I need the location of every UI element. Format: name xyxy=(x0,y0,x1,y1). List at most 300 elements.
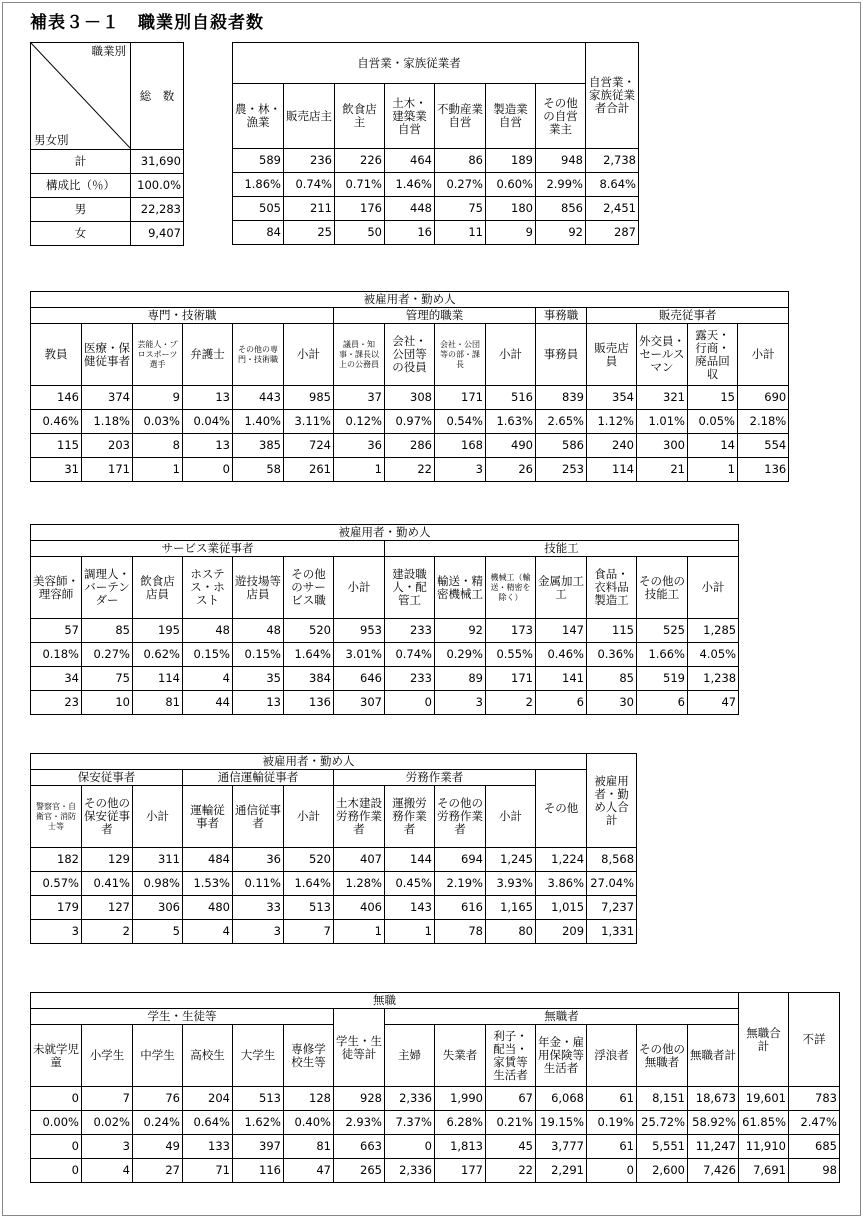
data-cell: 0.00% xyxy=(31,1111,82,1135)
data-cell: 0.57% xyxy=(31,872,82,896)
data-cell: 5 xyxy=(133,920,183,944)
self-employed-table xyxy=(232,42,639,245)
data-cell: 80 xyxy=(486,920,536,944)
data-cell: 724 xyxy=(284,434,334,458)
data-cell: 321 xyxy=(637,386,688,410)
data-cell: 67 xyxy=(486,1087,536,1111)
col-header: 運搬労務作業者 xyxy=(385,786,435,848)
col-header: 小計 xyxy=(688,557,739,619)
data-cell: 694 xyxy=(435,848,486,872)
data-cell: 0.27% xyxy=(435,173,486,197)
data-cell: 0.24% xyxy=(133,1111,183,1135)
data-cell: 0.11% xyxy=(233,872,284,896)
data-cell: 0.64% xyxy=(183,1111,233,1135)
data-cell: 0.71% xyxy=(335,173,385,197)
table-row xyxy=(31,1111,840,1135)
data-cell: 953 xyxy=(334,619,385,643)
data-cell: 0 xyxy=(587,1159,637,1183)
data-cell: 3.01% xyxy=(334,643,385,667)
data-cell: 115 xyxy=(31,434,82,458)
group-header: 学生・生徒等 xyxy=(31,1009,334,1025)
subtotal-header: 被雇用者・勤め人合計 xyxy=(587,754,637,848)
data-cell: 85 xyxy=(587,667,637,691)
col-header: 会社・公団等の役員 xyxy=(385,324,435,386)
data-cell: 21 xyxy=(637,458,688,482)
data-cell: 75 xyxy=(435,197,486,221)
group-header: 販売従事者 xyxy=(587,308,789,324)
unknown-header: 不詳 xyxy=(789,993,840,1087)
table-row xyxy=(233,221,639,245)
data-cell: 144 xyxy=(385,848,435,872)
data-cell: 589 xyxy=(233,149,284,173)
data-cell: 136 xyxy=(284,691,334,715)
data-cell: 928 xyxy=(334,1087,385,1111)
data-cell: 1.01% xyxy=(637,410,688,434)
data-cell: 129 xyxy=(82,848,133,872)
data-cell: 35 xyxy=(233,667,284,691)
data-cell: 2,738 xyxy=(586,149,639,173)
data-cell: 195 xyxy=(133,619,183,643)
col-header: その他のサービス職 xyxy=(284,557,334,619)
col-header: 製造業自営 xyxy=(486,84,536,149)
col-header: 調理人・バーテンダー xyxy=(82,557,133,619)
data-cell: 484 xyxy=(183,848,233,872)
data-cell: 1.63% xyxy=(486,410,536,434)
data-cell: 13 xyxy=(233,691,284,715)
data-cell: 23 xyxy=(31,691,82,715)
page-title: 補表３－１ 職業別自殺者数 xyxy=(30,13,264,33)
col-header: 飲食店店員 xyxy=(133,557,183,619)
data-cell: 0.97% xyxy=(385,410,435,434)
data-cell: 397 xyxy=(233,1135,284,1159)
data-cell: 25.72% xyxy=(637,1111,688,1135)
data-cell: 1.28% xyxy=(334,872,385,896)
data-cell: 646 xyxy=(334,667,385,691)
table-row xyxy=(233,173,639,197)
data-cell: 37 xyxy=(334,386,385,410)
data-cell: 4 xyxy=(183,920,233,944)
unemployed-table xyxy=(30,992,840,1183)
data-cell: 3,777 xyxy=(536,1135,587,1159)
data-cell: 18,673 xyxy=(688,1087,739,1111)
data-cell: 4 xyxy=(82,1159,133,1183)
data-cell: 9 xyxy=(486,221,536,245)
data-cell: 47 xyxy=(284,1159,334,1183)
table-row xyxy=(31,848,637,872)
data-cell: 9 xyxy=(133,386,183,410)
data-cell: 2.19% xyxy=(435,872,486,896)
col-header: 土木・建築業自営 xyxy=(385,84,435,149)
data-cell: 311 xyxy=(133,848,183,872)
data-cell: 15 xyxy=(688,386,738,410)
data-cell: 226 xyxy=(335,149,385,173)
data-cell: 0.55% xyxy=(486,643,536,667)
data-cell: 22 xyxy=(385,458,435,482)
group-header: 専門・技術職 xyxy=(31,308,334,324)
col-header: 浮浪者 xyxy=(587,1025,637,1087)
col-header: その他の労務作業者 xyxy=(435,786,486,848)
data-cell: 0.02% xyxy=(82,1111,133,1135)
data-cell: 2,600 xyxy=(637,1159,688,1183)
col-header: 小学生 xyxy=(82,1025,133,1087)
data-cell: 839 xyxy=(536,386,587,410)
data-cell: 1 xyxy=(133,458,183,482)
col-header: その他の保安従事者 xyxy=(82,786,133,848)
table-row xyxy=(31,458,789,482)
row-label: 男 xyxy=(31,198,131,222)
table-row xyxy=(31,643,739,667)
data-cell: 306 xyxy=(133,896,183,920)
col-header: 警察官・自衛官・消防士等 xyxy=(31,786,82,848)
col-header: 露天・行商・廃品回収 xyxy=(688,324,738,386)
data-cell: 2,451 xyxy=(586,197,639,221)
data-cell: 1,015 xyxy=(536,896,587,920)
group-header: 通信運輸従事者 xyxy=(183,770,334,786)
data-cell: 616 xyxy=(435,896,486,920)
data-cell: 240 xyxy=(587,434,637,458)
col-header: 通信従事者 xyxy=(233,786,284,848)
data-cell: 58 xyxy=(233,458,284,482)
data-cell: 0.27% xyxy=(82,643,133,667)
col-header: 小計 xyxy=(334,557,385,619)
data-cell: 177 xyxy=(435,1159,486,1183)
data-cell: 1 xyxy=(688,458,738,482)
data-cell: 0.46% xyxy=(31,410,82,434)
data-cell: 33 xyxy=(233,896,284,920)
data-cell: 5,551 xyxy=(637,1135,688,1159)
group-header: 事務職 xyxy=(536,308,587,324)
data-cell: 0 xyxy=(385,691,435,715)
table-row xyxy=(31,896,637,920)
group-header: 技能工 xyxy=(385,541,739,557)
data-cell: 147 xyxy=(536,619,587,643)
data-cell: 1 xyxy=(385,920,435,944)
data-cell: 11,247 xyxy=(688,1135,739,1159)
data-cell: 98 xyxy=(789,1159,840,1183)
corner-header xyxy=(31,43,131,150)
data-cell: 49 xyxy=(133,1135,183,1159)
employee-table-2 xyxy=(30,524,739,715)
data-cell: 0.18% xyxy=(31,643,82,667)
table-row xyxy=(233,197,639,221)
data-cell: 8 xyxy=(133,434,183,458)
data-cell: 14 xyxy=(688,434,738,458)
data-cell: 180 xyxy=(486,197,536,221)
data-cell: 4.05% xyxy=(688,643,739,667)
data-cell: 233 xyxy=(385,667,435,691)
data-cell: 1,331 xyxy=(587,920,637,944)
data-cell: 4 xyxy=(183,667,233,691)
data-cell: 1.62% xyxy=(233,1111,284,1135)
data-cell: 179 xyxy=(31,896,82,920)
data-cell: 407 xyxy=(334,848,385,872)
data-cell: 3 xyxy=(435,691,486,715)
corner-top-label: 職業別 xyxy=(91,44,126,58)
data-cell: 13 xyxy=(183,434,233,458)
col-header: 建設職人・配管工 xyxy=(385,557,435,619)
data-cell: 307 xyxy=(334,691,385,715)
data-cell: 89 xyxy=(435,667,486,691)
data-cell: 1,224 xyxy=(536,848,587,872)
data-cell: 354 xyxy=(587,386,637,410)
col-header: 未就学児童 xyxy=(31,1025,82,1087)
data-cell: 6,068 xyxy=(536,1087,587,1111)
data-cell: 6 xyxy=(637,691,688,715)
col-header: 医療・保健従事者 xyxy=(82,324,133,386)
data-cell: 71 xyxy=(183,1159,233,1183)
col-header: 外交員・セールスマン xyxy=(637,324,688,386)
col-header: 美容師・理容師 xyxy=(31,557,82,619)
data-cell: 1 xyxy=(334,920,385,944)
data-cell: 236 xyxy=(284,149,335,173)
data-cell: 1.86% xyxy=(233,173,284,197)
table-row xyxy=(31,1135,840,1159)
col-header: 芸能人・プロスポーツ選手 xyxy=(133,324,183,386)
data-cell: 1,990 xyxy=(435,1087,486,1111)
data-cell: 115 xyxy=(587,619,637,643)
col-header: 農・林・漁業 xyxy=(233,84,284,149)
col-header: 年金・雇用保険等生活者 xyxy=(536,1025,587,1087)
corner-bottom-label: 男女別 xyxy=(34,133,69,147)
col-header: 大学生 xyxy=(233,1025,284,1087)
data-cell: 61.85% xyxy=(739,1111,789,1135)
data-cell: 1,285 xyxy=(688,619,739,643)
data-cell: 86 xyxy=(435,149,486,173)
data-cell: 374 xyxy=(82,386,133,410)
data-cell: 233 xyxy=(385,619,435,643)
data-cell: 44 xyxy=(183,691,233,715)
data-cell: 3 xyxy=(82,1135,133,1159)
total-cell: 9,407 xyxy=(131,222,184,246)
col-header: 飲食店主 xyxy=(335,84,385,149)
data-cell: 0.03% xyxy=(133,410,183,434)
data-cell: 3.86% xyxy=(536,872,587,896)
row-label: 計 xyxy=(31,150,131,174)
data-cell: 0 xyxy=(183,458,233,482)
summary-total-table xyxy=(30,42,184,246)
data-cell: 8.64% xyxy=(586,173,639,197)
data-cell: 856 xyxy=(536,197,586,221)
data-cell: 204 xyxy=(183,1087,233,1111)
data-cell: 36 xyxy=(233,848,284,872)
col-header: 専修学校生等 xyxy=(284,1025,334,1087)
data-cell: 685 xyxy=(789,1135,840,1159)
data-cell: 3.11% xyxy=(284,410,334,434)
col-header: 土木建設労務作業者 xyxy=(334,786,385,848)
data-cell: 27 xyxy=(133,1159,183,1183)
data-cell: 0.21% xyxy=(486,1111,536,1135)
data-cell: 0.36% xyxy=(587,643,637,667)
table-row xyxy=(31,386,789,410)
col-header: 遊技場等店員 xyxy=(233,557,284,619)
total-cell: 22,283 xyxy=(131,198,184,222)
data-cell: 0.45% xyxy=(385,872,435,896)
data-cell: 48 xyxy=(183,619,233,643)
data-cell: 1,165 xyxy=(486,896,536,920)
data-cell: 586 xyxy=(536,434,587,458)
table-row xyxy=(31,410,789,434)
data-cell: 385 xyxy=(233,434,284,458)
employee-table-1 xyxy=(30,291,789,482)
data-cell: 2 xyxy=(82,920,133,944)
table-row xyxy=(31,920,637,944)
data-cell: 690 xyxy=(738,386,789,410)
data-cell: 45 xyxy=(486,1135,536,1159)
data-cell: 516 xyxy=(486,386,536,410)
data-cell: 0.12% xyxy=(334,410,385,434)
col-header: 小計 xyxy=(133,786,183,848)
data-cell: 8,568 xyxy=(587,848,637,872)
data-cell: 2,291 xyxy=(536,1159,587,1183)
col-header: その他の専門・技術職 xyxy=(233,324,284,386)
data-cell: 0 xyxy=(31,1135,82,1159)
data-cell: 265 xyxy=(334,1159,385,1183)
data-cell: 81 xyxy=(133,691,183,715)
data-cell: 443 xyxy=(233,386,284,410)
total-cell: 100.0% xyxy=(131,174,184,198)
col-header: 食品・衣料品製造工 xyxy=(587,557,637,619)
employee-table-3 xyxy=(30,753,637,944)
group-header: 無職者 xyxy=(385,1009,739,1025)
data-cell: 168 xyxy=(435,434,486,458)
data-cell: 525 xyxy=(637,619,688,643)
data-cell: 261 xyxy=(284,458,334,482)
table-row xyxy=(31,619,739,643)
data-cell: 81 xyxy=(284,1135,334,1159)
data-cell: 1.66% xyxy=(637,643,688,667)
table-row xyxy=(31,872,637,896)
col-header: 輸送・精密機械工 xyxy=(435,557,486,619)
col-header: 小計 xyxy=(284,324,334,386)
data-cell: 61 xyxy=(587,1087,637,1111)
data-cell: 1.53% xyxy=(183,872,233,896)
group-header: 管理的職業 xyxy=(334,308,536,324)
data-cell: 0.60% xyxy=(486,173,536,197)
data-cell: 519 xyxy=(637,667,688,691)
col-header: 学生・生徒等計 xyxy=(334,1009,385,1087)
data-cell: 57 xyxy=(31,619,82,643)
col-header: その他の無職者 xyxy=(637,1025,688,1087)
col-header: 事務員 xyxy=(536,324,587,386)
data-cell: 171 xyxy=(82,458,133,482)
group-header: 労務作業者 xyxy=(334,770,536,786)
col-header: その他 xyxy=(536,770,587,848)
data-cell: 448 xyxy=(385,197,435,221)
data-cell: 0.40% xyxy=(284,1111,334,1135)
data-cell: 480 xyxy=(183,896,233,920)
col-header: 小計 xyxy=(486,324,536,386)
top-header: 無職 xyxy=(31,993,739,1009)
total-cell: 31,690 xyxy=(131,150,184,174)
data-cell: 26 xyxy=(486,458,536,482)
data-cell: 116 xyxy=(233,1159,284,1183)
data-cell: 61 xyxy=(587,1135,637,1159)
data-cell: 985 xyxy=(284,386,334,410)
data-cell: 1 xyxy=(334,458,385,482)
data-cell: 384 xyxy=(284,667,334,691)
data-cell: 520 xyxy=(284,848,334,872)
data-cell: 27.04% xyxy=(587,872,637,896)
data-cell: 1,238 xyxy=(688,667,739,691)
data-cell: 19,601 xyxy=(739,1087,789,1111)
group-header: 保安従事者 xyxy=(31,770,183,786)
table-row xyxy=(31,434,789,458)
data-cell: 30 xyxy=(587,691,637,715)
total-header: 総 数 xyxy=(131,43,184,150)
data-cell: 7 xyxy=(82,1087,133,1111)
data-cell: 0.05% xyxy=(688,410,738,434)
data-cell: 7,426 xyxy=(688,1159,739,1183)
data-cell: 13 xyxy=(183,386,233,410)
data-cell: 0.15% xyxy=(233,643,284,667)
data-cell: 50 xyxy=(335,221,385,245)
table-row xyxy=(233,149,639,173)
data-cell: 146 xyxy=(31,386,82,410)
data-cell: 3.93% xyxy=(486,872,536,896)
data-cell: 554 xyxy=(738,434,789,458)
col-header: その他の技能工 xyxy=(637,557,688,619)
data-cell: 0.19% xyxy=(587,1111,637,1135)
data-cell: 0.15% xyxy=(183,643,233,667)
data-cell: 75 xyxy=(82,667,133,691)
data-cell: 0.74% xyxy=(284,173,335,197)
col-header: 弁護士 xyxy=(183,324,233,386)
data-cell: 25 xyxy=(284,221,335,245)
data-cell: 513 xyxy=(284,896,334,920)
data-cell: 133 xyxy=(183,1135,233,1159)
data-cell: 2.93% xyxy=(334,1111,385,1135)
data-cell: 211 xyxy=(284,197,335,221)
data-cell: 7,691 xyxy=(739,1159,789,1183)
data-cell: 114 xyxy=(587,458,637,482)
data-cell: 286 xyxy=(385,434,435,458)
data-cell: 34 xyxy=(31,667,82,691)
data-cell: 16 xyxy=(385,221,435,245)
group-header: 自営業・家族従業者 xyxy=(233,43,586,84)
data-cell: 663 xyxy=(334,1135,385,1159)
data-cell: 19.15% xyxy=(536,1111,587,1135)
data-cell: 2 xyxy=(486,691,536,715)
data-cell: 2.18% xyxy=(738,410,789,434)
col-header: 教員 xyxy=(31,324,82,386)
data-cell: 58.92% xyxy=(688,1111,739,1135)
data-cell: 48 xyxy=(233,619,284,643)
data-cell: 141 xyxy=(536,667,587,691)
col-header: 小計 xyxy=(284,786,334,848)
data-cell: 3 xyxy=(435,458,486,482)
data-cell: 11,910 xyxy=(739,1135,789,1159)
data-cell: 0.54% xyxy=(435,410,486,434)
data-cell: 1.64% xyxy=(284,872,334,896)
data-cell: 0.98% xyxy=(133,872,183,896)
data-cell: 0.46% xyxy=(536,643,587,667)
col-header: 金属加工工 xyxy=(536,557,587,619)
data-cell: 3 xyxy=(233,920,284,944)
top-header: 被雇用者・勤め人 xyxy=(31,754,587,770)
data-cell: 136 xyxy=(738,458,789,482)
data-cell: 92 xyxy=(536,221,586,245)
data-cell: 253 xyxy=(536,458,587,482)
data-cell: 1.64% xyxy=(284,643,334,667)
data-cell: 505 xyxy=(233,197,284,221)
data-cell: 171 xyxy=(486,667,536,691)
data-cell: 1,245 xyxy=(486,848,536,872)
data-cell: 114 xyxy=(133,667,183,691)
table-row xyxy=(31,1087,840,1111)
col-header: 不動産業自営 xyxy=(435,84,486,149)
data-cell: 948 xyxy=(536,149,586,173)
data-cell: 31 xyxy=(31,458,82,482)
